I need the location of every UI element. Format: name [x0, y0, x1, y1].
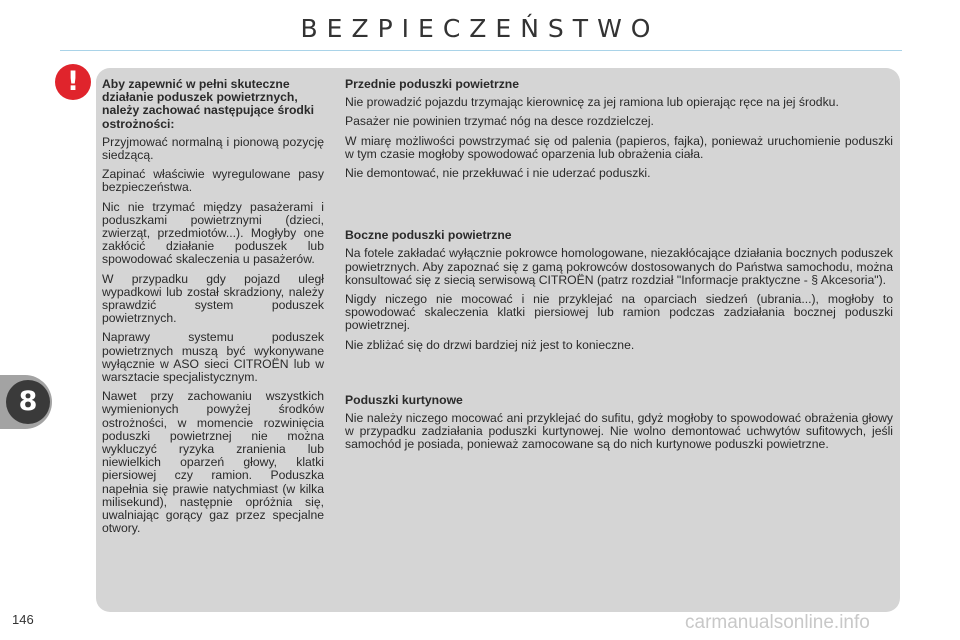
precautions-lead: Aby zapewnić w pełni skuteczne działanie poduszek powietrznych, należy zachować następujące środki ostrożności: — [102, 77, 315, 131]
watermark: carmanualsonline.info — [685, 612, 870, 633]
page-title: BEZPIECZEŃSTWO — [300, 14, 660, 43]
precaution-paragraph: Naprawy systemu poduszek powietrznych muszą być wykonywane wyłącznie w ASO sieci CITROËN lub w warsztacie specjalistycznym. — [102, 330, 324, 385]
front-airbags-paragraph: Nie demontować, nie przekłuwać i nie uderzać poduszki. — [345, 166, 651, 181]
front-airbags-heading: Przednie poduszki powietrzne — [345, 77, 520, 91]
chapter-tab[interactable] — [0, 375, 52, 429]
side-airbags-paragraph: Na fotele zakładać wyłącznie pokrowce homologowane, niezakłócające działania bocznych poduszek powietrznych. Aby zapoznać się z gamą pokrowców dostosowanych do Państwa samochodu, można konsultować się z siecią serwisową CITROËN (patrz rozdział "Informacje praktyczne - § Akcesoria"). — [345, 246, 893, 287]
warning-icon: ! — [55, 64, 91, 100]
side-airbags-paragraph: Nigdy niczego nie mocować i nie przyklejać na oparciach siedzeń (ubrania...), mogłoby to spowodować skaleczenia klatki piersiowej lub ramion podczas zadziałania bocznej poduszki powietrznej. — [345, 292, 893, 333]
precautions-column — [102, 78, 324, 542]
precaution-paragraph: Zapinać właściwie wyregulowane pasy bezpieczeństwa. — [102, 167, 324, 195]
front-airbags-paragraph: Pasażer nie powinien trzymać nóg na desce rozdzielczej. — [345, 114, 654, 129]
page-number: 146 — [12, 612, 34, 627]
curtain-airbags-heading: Poduszki kurtynowe — [345, 392, 463, 407]
side-airbags-paragraph: Nie zbliżać się do drzwi bardziej niż jest to konieczne. — [345, 337, 635, 352]
curtain-airbags-paragraph: Nie należy niczego mocować ani przyklejać do sufitu, gdyż mogłoby to spowodować obrażenia głowy w przypadku zadziałania poduszki kurtynowej. Nie wolno demontować uchwytów sufitowych, jeśli samochód je posiada, ponieważ zamocowane są do nich kurtynowe poduszki powietrzne. — [345, 411, 893, 452]
precaution-paragraph: Nic nie trzymać między pasażerami i poduszkami powietrznymi (dzieci, zwierząt, przedmiotów...). Mogłyby one zakłócić działanie poduszek lub spowodować skaleczenia u pasażerów. — [102, 199, 324, 267]
precaution-paragraph: Przyjmować normalną i pionową pozycję siedzącą. — [102, 134, 324, 163]
precaution-paragraph: W przypadku gdy pojazd uległ wypadkowi lub został skradziony, należy sprawdzić system poduszek powietrznych. — [102, 271, 324, 326]
front-airbags-paragraph: W miarę możliwości powstrzymać się od palenia (papieros, fajka), ponieważ uruchomienie poduszki w tym czasie mogłoby spowodować oparzenia lub obrażenia ciała. — [345, 133, 893, 161]
precaution-paragraph: Nawet przy zachowaniu wszystkich wymienionych powyżej środków ostrożności, w momencie rozwinięcia poduszki powietrznej nie można wykluczyć ryzyka zranienia lub niewielkich oparzeń głowy, klatki piersiowej czy ramion. Poduszka napełnia się prawie natychmiast (w kilka milisekund), następnie opróżnia się, uwalniając gorący gaz przez specjalne otwory. — [102, 389, 324, 536]
side-airbags-heading: Boczne poduszki powietrzne — [345, 228, 512, 243]
chapter-number: 8 — [6, 380, 50, 424]
header-divider — [60, 50, 902, 51]
airbag-sections-column — [345, 78, 893, 458]
front-airbags-paragraph: Nie prowadzić pojazdu trzymając kierownicę za jej ramiona lub opierając ręce na jej środku. — [345, 95, 839, 110]
